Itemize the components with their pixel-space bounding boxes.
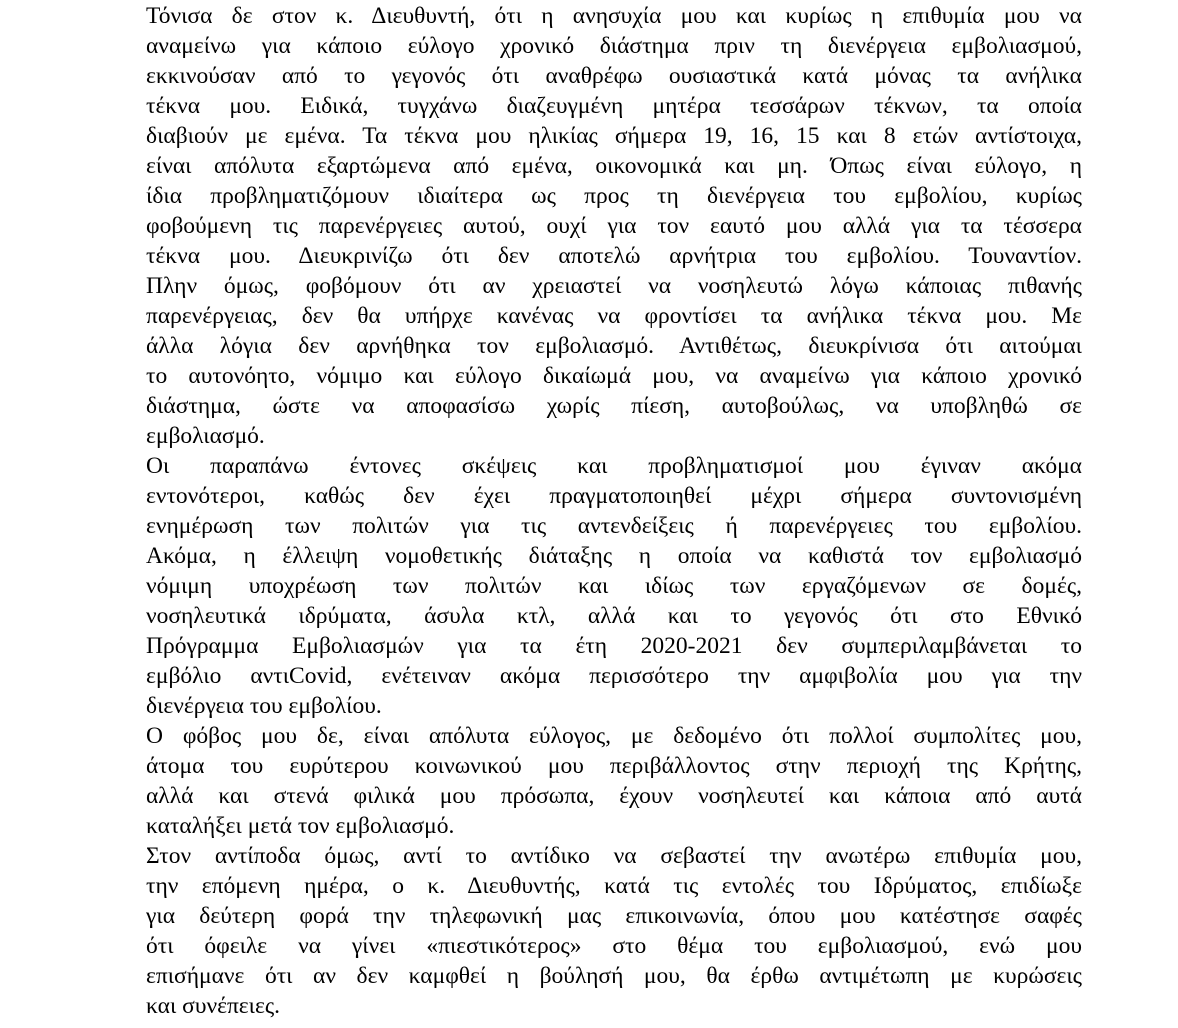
document-page (146, 0, 1082, 1028)
text-line: διάστημα, ώστε να αποφασίσω χωρίς πίεση, αυτοβούλως, να υποβληθώ σε (146, 393, 1082, 419)
text-line: επισήμανε ότι αν δεν καμφθεί η βούλησή μου, θα έρθω αντιμέτωπη με κυρώσεις (146, 963, 1082, 989)
text-line: νοσηλευτικά ιδρύματα, άσυλα κτλ, αλλά και το γεγονός ότι στο Εθνικό (146, 603, 1082, 629)
text-line: εντονότεροι, καθώς δεν έχει πραγματοποιηθεί μέχρι σήμερα συντονισμένη (146, 483, 1082, 509)
text-line: αλλά και στενά φιλικά μου πρόσωπα, έχουν νοσηλευτεί και κάποια από αυτά (146, 783, 1082, 809)
text-line: τέκνα μου. Ειδικά, τυγχάνω διαζευγμένη μητέρα τεσσάρων τέκνων, τα οποία (146, 93, 1082, 119)
text-line: το αυτονόητο, νόμιμο και εύλογο δικαίωμά μου, να αναμείνω για κάποιο χρονικό (146, 363, 1082, 389)
text-line: την επόμενη ημέρα, ο κ. Διευθυντής, κατά τις εντολές του Ιδρύματος, επιδίωξε (146, 873, 1082, 899)
text-line: Οι παραπάνω έντονες σκέψεις και προβληματισμοί μου έγιναν ακόμα (146, 453, 1082, 479)
text-line: ενημέρωση των πολιτών για τις αντενδείξεις ή παρενέργειες του εμβολίου. (146, 513, 1082, 539)
text-line: εκκινούσαν από το γεγονός ότι αναθρέφω ουσιαστικά κατά μόνας τα ανήλικα (146, 63, 1082, 89)
text-line: φοβούμενη τις παρενέργειες αυτού, ουχί για τον εαυτό μου αλλά για τα τέσσερα (146, 213, 1082, 239)
text-line: είναι απόλυτα εξαρτώμενα από εμένα, οικονομικά και μη. Όπως είναι εύλογο, η (146, 153, 1082, 179)
paragraph-reflections (146, 451, 1082, 721)
paragraph-concerns (146, 0, 1082, 451)
text-line: Πλην όμως, φοβόμουν ότι αν χρειαστεί να νοσηλευτώ λόγω κάποιας πιθανής (146, 273, 1082, 299)
text-line: Ο φόβος μου δε, είναι απόλυτα εύλογος, με δεδομένο ότι πολλοί συμπολίτες μου, (146, 723, 1082, 749)
text-line: νόμιμη υποχρέωση των πολιτών και ιδίως των εργαζόμενων σε δομές, (146, 573, 1082, 599)
text-line: Ακόμα, η έλλειψη νομοθετικής διάταξης η οποία να καθιστά τον εμβολιασμό (146, 543, 1082, 569)
text-line: Τόνισα δε στον κ. Διευθυντή, ότι η ανησυχία μου και κυρίως η επιθυμία μου να (146, 3, 1082, 29)
text-line: εμβολιασμό. (146, 423, 265, 449)
text-line: άτομα του ευρύτερου κοινωνικού μου περιβάλλοντος στην περιοχή της Κρήτης, (146, 753, 1082, 779)
text-line: διαβιούν με εμένα. Τα τέκνα μου ηλικίας σήμερα 19, 16, 15 και 8 ετών αντίστοιχα, (146, 123, 1082, 149)
paragraph-pressure (146, 841, 1082, 1021)
text-line: εμβόλιο αντιCovid, ενέτειναν ακόμα περισσότερο την αμφιβολία μου για την (146, 663, 1082, 689)
text-line: αναμείνω για κάποιο εύλογο χρονικό διάστημα πριν τη διενέργεια εμβολιασμού, (146, 33, 1082, 59)
text-line: Στον αντίποδα όμως, αντί το αντίδικο να σεβαστεί την ανωτέρω επιθυμία μου, (146, 843, 1082, 869)
text-line: ότι όφειλε να γίνει «πιεστικότερος» στο θέμα του εμβολιασμού, ενώ μου (146, 933, 1082, 959)
paragraph-fear (146, 721, 1082, 841)
text-line: άλλα λόγια δεν αρνήθηκα τον εμβολιασμό. Αντιθέτως, διευκρίνισα ότι αιτούμαι (146, 333, 1082, 359)
text-line: για δεύτερη φορά την τηλεφωνική μας επικοινωνία, όπου μου κατέστησε σαφές (146, 903, 1082, 929)
text-line: τέκνα μου. Διευκρινίζω ότι δεν αποτελώ αρνήτρια του εμβολίου. Τουναντίον. (146, 243, 1082, 269)
text-line: Πρόγραμμα Εμβολιασμών για τα έτη 2020-2021 δεν συμπεριλαμβάνεται το (146, 633, 1082, 659)
text-line: και συνέπειες. (146, 993, 281, 1019)
text-line: διενέργεια του εμβολίου. (146, 693, 382, 719)
text-line: ίδια προβληματιζόμουν ιδιαίτερα ως προς τη διενέργεια του εμβολίου, κυρίως (146, 183, 1082, 209)
text-line: καταλήξει μετά τον εμβολιασμό. (146, 813, 455, 839)
text-line: παρενέργειας, δεν θα υπήρχε κανένας να φροντίσει τα ανήλικα τέκνα μου. Με (146, 303, 1082, 329)
